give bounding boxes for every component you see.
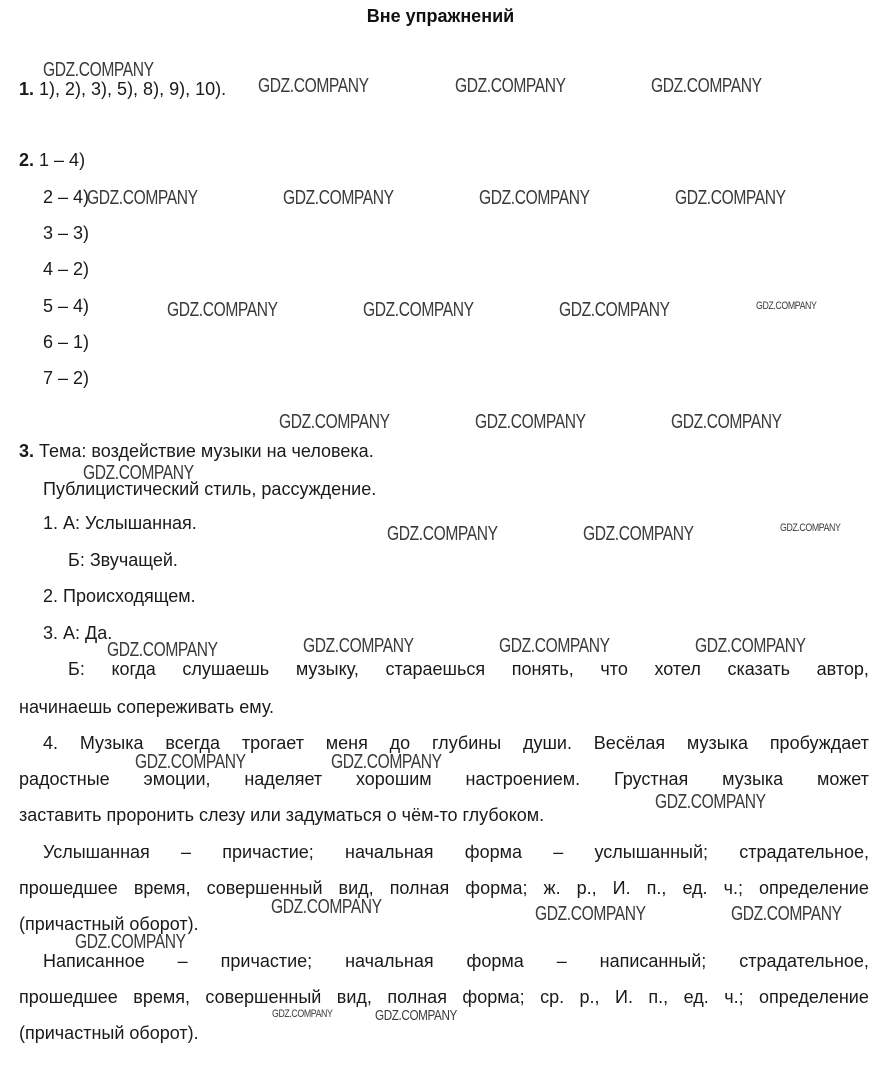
word: р., <box>579 987 600 1007</box>
word: И. <box>615 987 633 1007</box>
word: Б: <box>68 659 85 679</box>
word: определение <box>759 878 869 898</box>
word: – <box>177 951 188 971</box>
word: всегда <box>165 733 220 753</box>
watermark: GDZ.COMPANY <box>303 635 414 657</box>
watermark: GDZ.COMPANY <box>135 751 246 773</box>
word: причастие; <box>220 951 313 971</box>
item-2-pair: 7 – 2) <box>43 368 90 388</box>
participle-2-line2 <box>19 986 869 1008</box>
watermark: GDZ.COMPANY <box>583 523 694 545</box>
word: глубины <box>432 733 502 753</box>
word: Услышанная <box>43 842 150 862</box>
item-3-style: Публицистический стиль, рассуждение. <box>43 479 377 499</box>
word: музыка <box>686 733 748 753</box>
word: ед. <box>683 987 709 1007</box>
word: – <box>556 951 567 971</box>
page-title: Вне упражнений <box>366 6 515 26</box>
word: стараешься <box>385 659 486 679</box>
watermark: GDZ.COMPANY <box>651 75 762 97</box>
word: пробуждает <box>769 733 869 753</box>
watermark: GDZ.COMPANY <box>87 187 198 209</box>
word: ед. <box>682 878 708 898</box>
word: начальная <box>345 951 434 971</box>
watermark: GDZ.COMPANY <box>167 299 278 321</box>
word: Весёлая <box>593 733 666 753</box>
word: радостные <box>19 769 110 789</box>
word: И. <box>612 878 631 898</box>
item-2-pair: 2 – 4) <box>43 187 90 207</box>
item-2-pair: 5 – 4) <box>43 296 90 316</box>
word: время, <box>133 878 191 898</box>
word: понять, <box>511 659 574 679</box>
word: ч.; <box>724 987 744 1007</box>
word: вид, <box>338 878 374 898</box>
watermark: GDZ.COMPANY <box>75 931 186 953</box>
word: причастие; <box>222 842 314 862</box>
word: написанный; <box>599 951 707 971</box>
watermark: GDZ.COMPANY <box>731 903 842 925</box>
word: что <box>600 659 628 679</box>
word: услышанный; <box>594 842 709 862</box>
word: – <box>553 842 564 862</box>
word: 4. <box>43 733 59 753</box>
item-1 <box>19 78 226 100</box>
word: страдательное, <box>739 842 869 862</box>
watermark: GDZ.COMPANY <box>258 75 369 97</box>
word: ч.; <box>723 878 743 898</box>
item-1-text: 1), 2), 3), 5), 8), 9), 10). <box>39 79 227 99</box>
watermark: GDZ.COMPANY <box>375 1007 457 1024</box>
item-3-topic: Тема: воздействие музыки на человека. <box>39 441 374 461</box>
word: форма <box>464 842 522 862</box>
item-3-topic-row <box>19 440 374 462</box>
word: п., <box>648 987 669 1007</box>
item-3-answer-3a: 3. А: Да. <box>43 623 113 643</box>
participle-1-line2 <box>19 877 869 899</box>
item-3-answer-1b: Б: Звучащей. <box>68 550 178 570</box>
participle-1-line1 <box>43 841 869 863</box>
watermark: GDZ.COMPANY <box>671 411 782 433</box>
participle-2-line1 <box>43 950 869 972</box>
watermark: GDZ.COMPANY <box>271 896 382 918</box>
word: до <box>389 733 411 753</box>
watermark: GDZ.COMPANY <box>475 411 586 433</box>
word: музыку, <box>295 659 359 679</box>
watermark: GDZ.COMPANY <box>43 59 154 81</box>
word: – <box>181 842 192 862</box>
word: трогает <box>241 733 304 753</box>
item-3-answer-3b-line1 <box>68 658 869 680</box>
word: форма <box>466 951 524 971</box>
word: Музыка <box>79 733 144 753</box>
word: сказать <box>727 659 791 679</box>
item-2-pair: 4 – 2) <box>43 259 90 279</box>
watermark: GDZ.COMPANY <box>756 300 817 312</box>
watermark: GDZ.COMPANY <box>535 903 646 925</box>
word: полная <box>389 878 450 898</box>
item-2-pair: 6 – 1) <box>43 332 90 352</box>
item-3-answer-2: 2. Происходящем. <box>43 586 196 606</box>
watermark: GDZ.COMPANY <box>499 635 610 657</box>
word: ж. <box>543 878 561 898</box>
watermark: GDZ.COMPANY <box>655 791 766 813</box>
item-2-number: 2. <box>19 150 35 170</box>
word: хорошим <box>355 769 432 789</box>
watermark: GDZ.COMPANY <box>279 411 390 433</box>
watermark: GDZ.COMPANY <box>479 187 590 209</box>
item-2-pair: 3 – 3) <box>43 223 90 243</box>
participle-2-line3: (причастный оборот). <box>19 1023 199 1043</box>
watermark: GDZ.COMPANY <box>675 187 786 209</box>
word: р., <box>576 878 597 898</box>
word: начальная <box>345 842 434 862</box>
watermark: GDZ.COMPANY <box>83 462 194 484</box>
word: наделяет <box>244 769 323 789</box>
word: музыка <box>722 769 784 789</box>
item-3-number: 3. <box>19 441 35 461</box>
word: слушаешь <box>182 659 270 679</box>
item-2-first-row <box>19 149 85 171</box>
word: Написанное <box>43 951 145 971</box>
word: настроением. <box>465 769 581 789</box>
watermark: GDZ.COMPANY <box>331 751 442 773</box>
word: хотел <box>654 659 701 679</box>
watermark: GDZ.COMPANY <box>780 522 841 534</box>
watermark: GDZ.COMPANY <box>455 75 566 97</box>
word: автор, <box>816 659 869 679</box>
watermark: GDZ.COMPANY <box>559 299 670 321</box>
word: когда <box>111 659 156 679</box>
watermark: GDZ.COMPANY <box>695 635 806 657</box>
word: п., <box>646 878 667 898</box>
word: форма; <box>465 878 528 898</box>
word: прошедшее <box>19 987 118 1007</box>
watermark: GDZ.COMPANY <box>107 639 218 661</box>
participle-1-line3: (причастный оборот). <box>19 914 199 934</box>
word: Грустная <box>613 769 689 789</box>
word: определение <box>759 987 869 1007</box>
word: страдательное, <box>739 951 869 971</box>
watermark: GDZ.COMPANY <box>272 1008 333 1020</box>
word: форма; <box>462 987 525 1007</box>
word: души. <box>522 733 572 753</box>
word: ср. <box>540 987 565 1007</box>
word: эмоции, <box>143 769 211 789</box>
word: совершенный <box>205 987 322 1007</box>
word: совершенный <box>206 878 323 898</box>
word: полная <box>387 987 447 1007</box>
watermark: GDZ.COMPANY <box>387 523 498 545</box>
item-3-answer-4-line3: заставить проронить слезу или задуматься о чём-то глубоком. <box>19 805 545 825</box>
word: может <box>817 769 869 789</box>
item-3-answer-1a: 1. А: Услышанная. <box>43 513 197 533</box>
word: вид, <box>336 987 372 1007</box>
word: прошедшее <box>19 878 118 898</box>
watermark: GDZ.COMPANY <box>283 187 394 209</box>
item-1-number: 1. <box>19 79 35 99</box>
item-2-pair: 1 – 4) <box>39 150 86 170</box>
item-3-answer-3b-line2: начинаешь сопереживать ему. <box>19 697 275 717</box>
word: меня <box>325 733 368 753</box>
word: время, <box>133 987 190 1007</box>
watermark: GDZ.COMPANY <box>363 299 474 321</box>
